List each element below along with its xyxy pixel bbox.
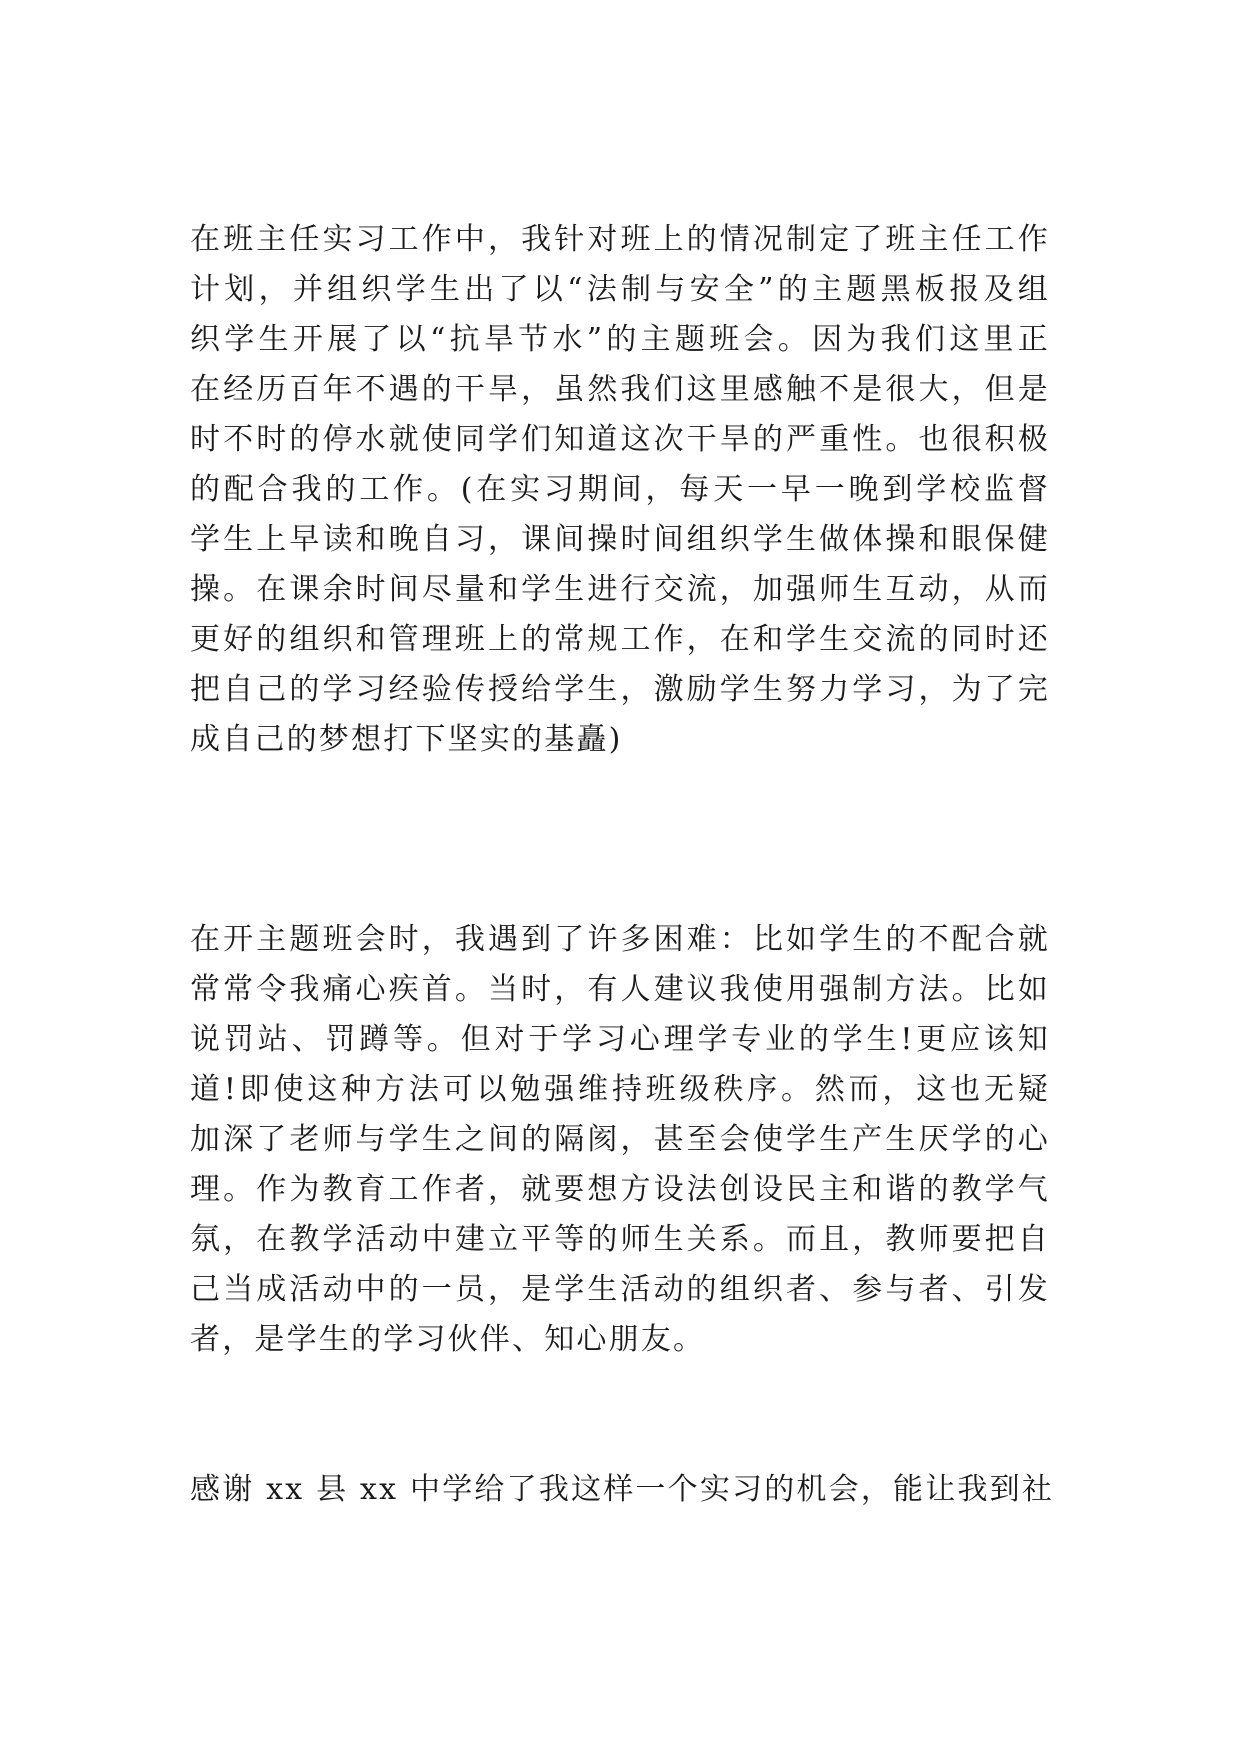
text-line: 理。作为教育工作者，就要想方设法创设民主和谐的教学气 (190, 1172, 1050, 1207)
text-line: 氛，在教学活动中建立平等的师生关系。而且，教师要把自 (190, 1222, 1050, 1257)
text-line: 说罚站、罚蹲等。但对于学习心理学专业的学生!更应该知 (190, 1022, 1050, 1057)
text-line: 织学生开展了以“抗旱节水”的主题班会。因为我们这里正 (190, 322, 1050, 357)
text-line: 学生上早读和晚自习，课间操时间组织学生做体操和眼保健 (190, 522, 1050, 557)
paragraph-acknowledgement (190, 1465, 1055, 1515)
text-line: 感谢 xx 县 xx 中学给了我这样一个实习的机会，能让我到社 (190, 1472, 1055, 1507)
text-line: 计划，并组织学生出了以“法制与安全”的主题黑板报及组 (190, 272, 1050, 307)
text-line: 的配合我的工作。(在实习期间，每天一早一晚到学校监督 (190, 472, 1050, 507)
text-line: 道!即使这种方法可以勉强维持班级秩序。然而，这也无疑 (190, 1072, 1050, 1107)
text-line: 在班主任实习工作中，我针对班上的情况制定了班主任工作 (190, 222, 1050, 257)
text-line: 时不时的停水就使同学们知道这次干旱的严重性。也很积极 (190, 422, 1050, 457)
text-line: 在经历百年不遇的干旱，虽然我们这里感触不是很大，但是 (190, 372, 1050, 407)
paragraph-class-teacher-internship (190, 215, 1050, 765)
text-line: 操。在课余时间尽量和学生进行交流，加强师生互动，从而 (190, 572, 1050, 607)
text-line: 者，是学生的学习伙伴、知心朋友。 (190, 1322, 706, 1357)
text-line: 常常令我痛心疾首。当时，有人建议我使用强制方法。比如 (190, 972, 1050, 1007)
text-line: 己当成活动中的一员，是学生活动的组织者、参与者、引发 (190, 1272, 1050, 1307)
text-line: 把自己的学习经验传授给学生，激励学生努力学习，为了完 (190, 672, 1050, 707)
text-line: 在开主题班会时，我遇到了许多困难：比如学生的不配合就 (190, 922, 1050, 957)
text-line: 成自己的梦想打下坚实的基矗) (190, 722, 623, 757)
text-line: 加深了老师与学生之间的隔阂，甚至会使学生产生厌学的心 (190, 1122, 1050, 1157)
paragraph-theme-meeting-difficulties (190, 915, 1050, 1365)
text-line: 更好的组织和管理班上的常规工作，在和学生交流的同时还 (190, 622, 1050, 657)
